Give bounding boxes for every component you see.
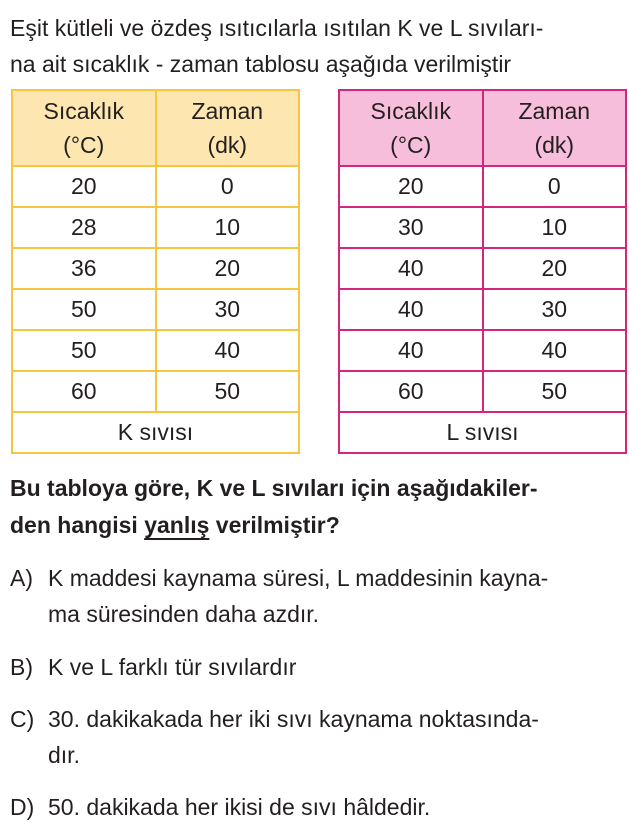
k-liquid-table (11, 89, 300, 454)
temperature-cell: 40 (339, 248, 483, 289)
time-cell: 30 (156, 289, 300, 330)
option-a[interactable] (10, 560, 622, 632)
temperature-cell: 50 (12, 289, 156, 330)
time-cell: 20 (483, 248, 627, 289)
table-row (12, 289, 299, 330)
table-row (339, 248, 626, 289)
temperature-header (12, 90, 156, 166)
table-caption-row (339, 412, 626, 453)
table-row (339, 371, 626, 412)
option-text-line: 50. dakikada her ikisi de sıvı hâldedir. (48, 794, 431, 820)
option-letter: A) (10, 565, 33, 591)
table-row (12, 248, 299, 289)
temperature-cell: 20 (339, 166, 483, 207)
table-row (12, 166, 299, 207)
time-cell: 50 (483, 371, 627, 412)
table-row (339, 207, 626, 248)
option-letter: D) (10, 794, 35, 820)
question-line-2-start: den hangisi (10, 512, 145, 538)
time-cell: 40 (156, 330, 300, 371)
table-caption-row (12, 412, 299, 453)
table-row (339, 330, 626, 371)
temperature-cell: 50 (12, 330, 156, 371)
time-cell: 0 (156, 166, 300, 207)
temperature-cell: 36 (12, 248, 156, 289)
time-header-unit: (dk) (207, 132, 248, 158)
time-header (156, 90, 300, 166)
k-table-caption: K sıvısı (12, 412, 299, 453)
question-line-2 (10, 507, 622, 544)
intro-line-2: na ait sıcaklık - zaman tablosu aşağıda verilmiştir (10, 51, 512, 77)
question-line-1: Bu tabloya göre, K ve L sıvıları için aşağıdakiler- (10, 475, 538, 501)
time-cell: 10 (156, 207, 300, 248)
temperature-header-label: Sıcaklık (370, 98, 452, 124)
intro-text (10, 10, 622, 82)
temperature-cell: 28 (12, 207, 156, 248)
option-text-line: 30. dakikakada her iki sıvı kaynama noktasında- (48, 706, 539, 732)
time-cell: 50 (156, 371, 300, 412)
l-table-caption: L sıvısı (339, 412, 626, 453)
intro-line-1: Eşit kütleli ve özdeş ısıtıcılarla ısıtılan K ve L sıvıları- (10, 15, 544, 41)
temperature-cell: 40 (339, 289, 483, 330)
option-text-line: K maddesi kaynama süresi, L maddesinin kayna- (48, 565, 549, 591)
option-text-line: dır. (48, 742, 80, 768)
table-header-row (339, 90, 626, 166)
time-cell: 10 (483, 207, 627, 248)
temperature-header-unit: (°C) (390, 132, 432, 158)
time-cell: 20 (156, 248, 300, 289)
option-letter: C) (10, 706, 35, 732)
time-header (483, 90, 627, 166)
time-header-unit: (dk) (534, 132, 575, 158)
l-liquid-table (338, 89, 627, 454)
temperature-cell: 60 (12, 371, 156, 412)
temperature-cell: 40 (339, 330, 483, 371)
temperature-cell: 20 (12, 166, 156, 207)
temperature-cell: 60 (339, 371, 483, 412)
option-text-line: K ve L farklı tür sıvılardır (48, 654, 297, 680)
time-header-label: Zaman (191, 98, 264, 124)
time-header-label: Zaman (518, 98, 591, 124)
temperature-header-label: Sıcaklık (43, 98, 125, 124)
option-c[interactable] (10, 701, 622, 773)
table-row (339, 289, 626, 330)
option-letter: B) (10, 654, 33, 680)
table-row (12, 330, 299, 371)
question-text (10, 470, 622, 544)
table-row (12, 207, 299, 248)
time-cell: 40 (483, 330, 627, 371)
question-emphasis-word: yanlış (144, 512, 210, 538)
table-header-row (12, 90, 299, 166)
temperature-header (339, 90, 483, 166)
table-row (339, 166, 626, 207)
time-cell: 30 (483, 289, 627, 330)
time-cell: 0 (483, 166, 627, 207)
question-line-2-end: verilmiştir? (209, 512, 340, 538)
temperature-cell: 30 (339, 207, 483, 248)
option-d[interactable] (10, 789, 622, 825)
option-b[interactable] (10, 649, 622, 685)
option-text-line: ma süresinden daha azdır. (48, 601, 320, 627)
table-row (12, 371, 299, 412)
temperature-header-unit: (°C) (63, 132, 105, 158)
